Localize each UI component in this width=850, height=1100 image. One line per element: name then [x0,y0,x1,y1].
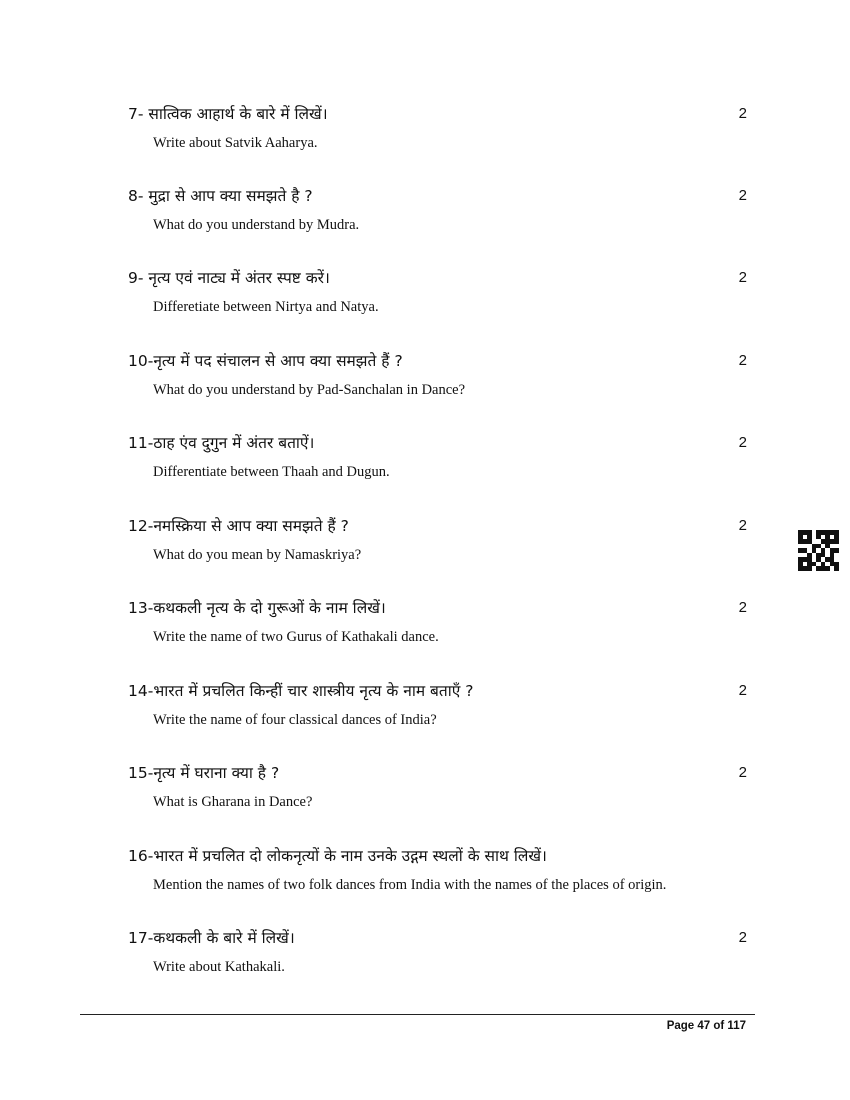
question-item [128,267,753,317]
question-item [128,845,753,895]
question-english: Write the name of four classical dances of India? [153,712,437,728]
question-marks: 2 [738,682,747,699]
question-item [128,762,753,812]
question-item [128,103,753,153]
question-marks: 2 [738,187,747,204]
question-hindi: 15-नृत्य में घराना क्या है ? [128,764,280,782]
question-marks: 2 [738,434,747,451]
question-english: Write about Satvik Aaharya. [153,135,318,151]
question-marks: 2 [738,599,747,616]
question-hindi: 17-कथकली के बारे में लिखें। [128,929,295,947]
question-item [128,185,753,235]
qr-code-icon [798,530,839,571]
question-hindi: 8- मुद्रा से आप क्या समझते है ? [128,187,313,205]
question-item [128,927,753,977]
question-english: Mention the names of two folk dances from India with the names of the places of origin. [153,877,667,893]
question-english: What do you mean by Namaskriya? [153,547,362,563]
page-number: Page 47 of 117 [666,1020,746,1032]
question-item [128,515,753,565]
question-item [128,432,753,482]
question-english: Differentiate between Thaah and Dugun. [153,464,390,480]
question-item [128,597,753,647]
question-marks: 2 [738,269,747,286]
question-item [128,680,753,730]
question-english: Differetiate between Nirtya and Natya. [153,299,379,315]
question-item [128,350,753,400]
question-hindi: 16-भारत में प्रचलित दो लोकनृत्यों के नाम उनके उद्गम स्थलों के साथ लिखें। [128,847,547,865]
question-english: What is Gharana in Dance? [153,794,313,810]
question-hindi: 9- नृत्य एवं नाट्य में अंतर स्पष्ट करें। [128,269,330,287]
footer-divider [80,1014,755,1015]
question-hindi: 10-नृत्य में पद संचालन से आप क्या समझते हैं ? [128,352,403,370]
question-marks: 2 [738,352,747,369]
question-english: Write the name of two Gurus of Kathakali dance. [153,629,439,645]
question-hindi: 13-कथकली नृत्य के दो गुरूओं के नाम लिखें। [128,599,386,617]
question-hindi: 12-नमस्क्रिया से आप क्या समझते हैं ? [128,517,349,535]
question-english: Write about Kathakali. [153,959,285,975]
question-marks: 2 [738,764,747,781]
question-hindi: 11-ठाह एंव दुगुन में अंतर बताऐं। [128,434,315,452]
question-hindi: 14-भारत में प्रचलित किन्हीं चार शास्त्रीय नृत्य के नाम बताएँ ? [128,682,474,700]
question-marks: 2 [738,105,747,122]
question-marks: 2 [738,517,747,534]
question-marks: 2 [738,929,747,946]
question-english: What do you understand by Pad-Sanchalan in Dance? [153,382,466,398]
question-english: What do you understand by Mudra. [153,217,360,233]
question-hindi: 7- सात्विक आहार्थ के बारे में लिखें। [128,105,328,123]
